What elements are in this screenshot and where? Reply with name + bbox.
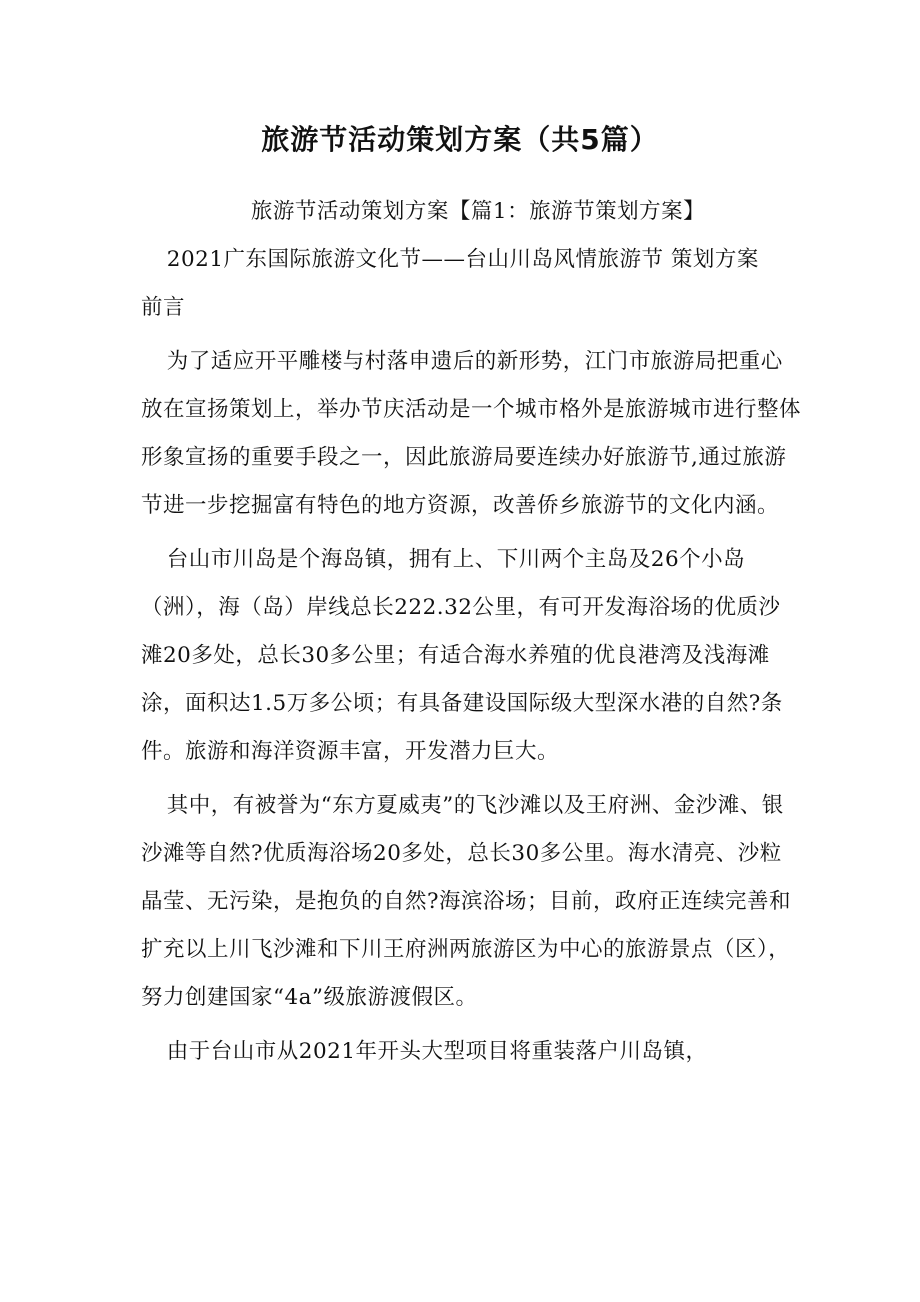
heading-paragraph: 2021广东国际旅游文化节——台山川岛风情旅游节 策划方案 前言 [141,247,781,320]
body-paragraph-2: 台山市川岛是个海岛镇，拥有上、下川两个主岛及26个小岛（洲），海（岛）岸线总长222.32公里，有可开发海浴场的优质沙滩20多处，总长30多公里；有适合海水养殖的优良港湾及浅海滩涂，面积达1.5万多公顷；有具备建设国际级大型深水港的自然?条件。旅游和海洋资源丰富，开发潜力巨大。 [141,547,783,764]
document-title: 旅游节活动策划方案（共5篇） [261,123,659,156]
document-subtitle: 旅游节活动策划方案【篇1：旅游节策划方案】 [250,199,706,224]
document-body [141,188,801,1076]
body-paragraph-1: 为了适应开平雕楼与村落申遗后的新形势，江门市旅游局把重心放在宣扬策划上，举办节庆活动是一个城市格外是旅游城市进行整体形象宣扬的重要手段之一，因此旅游局要连续办好旅游节,通过旅游节进一步挖掘富有特色的地方资源，改善侨乡旅游节的文化内涵。 [141,349,802,518]
body-paragraph-4: 由于台山市从2021年开头大型项目将重装落户川岛镇， [166,1039,708,1064]
body-paragraph-3: 其中，有被誉为“东方夏威夷”的飞沙滩以及王府洲、金沙滩、银沙滩等自然?优质海浴场20多处，总长30多公里。海水清亮、沙粒晶莹、无污染，是抱负的自然?海滨浴场；目前，政府正连续完善和扩充以上川飞沙滩和下川王府洲两旅游区为中心的旅游景点（区），努力创建国家“4a”级旅游渡假区。 [141,793,792,1010]
